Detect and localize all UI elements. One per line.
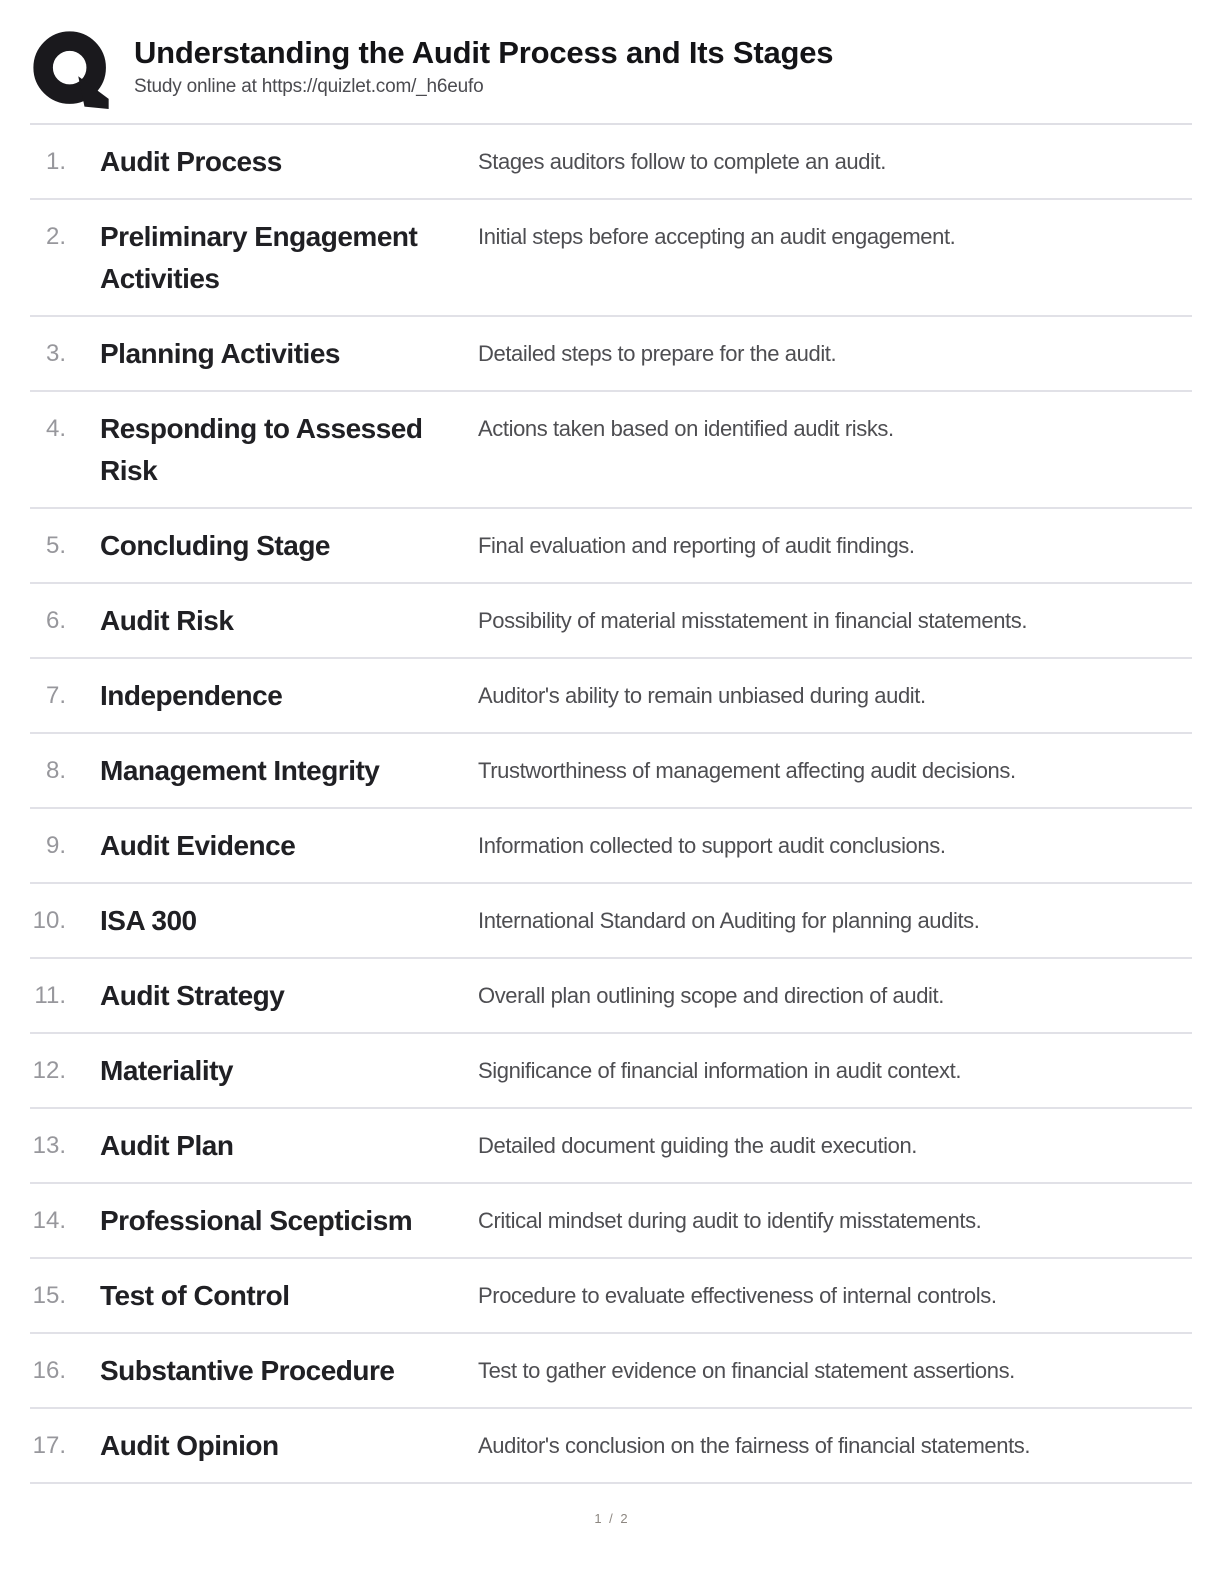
term-text: Audit Evidence xyxy=(100,830,296,861)
term-text: Management Integrity xyxy=(100,755,380,786)
term-definition: Detailed document guiding the audit execution. xyxy=(478,1133,918,1158)
term-definition: Significance of financial information in audit context. xyxy=(478,1058,962,1083)
term-number: 8. xyxy=(45,757,66,784)
term-number: 2. xyxy=(45,223,66,250)
term-number: 1. xyxy=(45,148,66,175)
term-row xyxy=(30,392,1192,509)
term-number: 12. xyxy=(32,1057,66,1084)
header-text xyxy=(134,30,833,98)
term-row xyxy=(30,1259,1192,1334)
footer xyxy=(0,1484,1224,1526)
term-text: Independence xyxy=(100,680,283,711)
term-text: Responding to Assessed Risk xyxy=(100,413,423,486)
term-row xyxy=(30,809,1192,884)
term-text: Preliminary Engagement Activities xyxy=(100,221,418,294)
term-definition: Detailed steps to prepare for the audit. xyxy=(478,341,837,366)
term-definition: Test to gather evidence on financial statement assertions. xyxy=(478,1358,1015,1383)
term-number: 6. xyxy=(45,607,66,634)
term-definition: Overall plan outlining scope and direction of audit. xyxy=(478,983,944,1008)
term-text: Audit Opinion xyxy=(100,1430,279,1461)
term-number: 3. xyxy=(45,340,66,367)
term-text: Substantive Procedure xyxy=(100,1355,395,1386)
term-row xyxy=(30,1334,1192,1409)
term-row xyxy=(30,1034,1192,1109)
quizlet-q-logo-icon xyxy=(33,30,111,110)
term-number: 4. xyxy=(45,415,66,442)
term-row xyxy=(30,200,1192,317)
term-definition: Final evaluation and reporting of audit findings. xyxy=(478,533,915,558)
term-definition: Information collected to support audit conclusions. xyxy=(478,833,946,858)
term-text: Test of Control xyxy=(100,1280,290,1311)
term-text: Materiality xyxy=(100,1055,233,1086)
term-text: ISA 300 xyxy=(100,905,197,936)
term-number: 14. xyxy=(32,1207,66,1234)
term-number: 16. xyxy=(32,1357,66,1384)
term-definition: International Standard on Auditing for planning audits. xyxy=(478,908,980,933)
page-indicator: 1 / 2 xyxy=(594,1511,630,1526)
term-row xyxy=(30,125,1192,200)
term-text: Planning Activities xyxy=(100,338,340,369)
term-text: Audit Risk xyxy=(100,605,234,636)
term-row xyxy=(30,1109,1192,1184)
term-row xyxy=(30,659,1192,734)
term-number: 5. xyxy=(45,532,66,559)
term-number: 9. xyxy=(45,832,66,859)
header xyxy=(0,0,1224,110)
term-definition: Critical mindset during audit to identify misstatements. xyxy=(478,1208,982,1233)
page-title: Understanding the Audit Process and Its Stages xyxy=(134,35,834,70)
term-row xyxy=(30,959,1192,1034)
term-definition: Auditor's ability to remain unbiased during audit. xyxy=(478,683,926,708)
term-text: Audit Process xyxy=(100,146,282,177)
term-number: 7. xyxy=(45,682,66,709)
term-number: 10. xyxy=(32,907,66,934)
term-text: Concluding Stage xyxy=(100,530,330,561)
term-definition: Auditor's conclusion on the fairness of financial statements. xyxy=(478,1433,1031,1458)
term-definition: Stages auditors follow to complete an audit. xyxy=(478,149,886,174)
term-row xyxy=(30,317,1192,392)
term-definition: Trustworthiness of management affecting audit decisions. xyxy=(478,758,1016,783)
term-definition: Initial steps before accepting an audit engagement. xyxy=(478,224,956,249)
term-row xyxy=(30,584,1192,659)
term-text: Audit Plan xyxy=(100,1130,234,1161)
term-definition: Actions taken based on identified audit risks. xyxy=(478,416,894,441)
term-definition: Possibility of material misstatement in financial statements. xyxy=(478,608,1028,633)
term-text: Audit Strategy xyxy=(100,980,285,1011)
term-row xyxy=(30,734,1192,809)
term-row xyxy=(30,884,1192,959)
term-row xyxy=(30,509,1192,584)
term-number: 17. xyxy=(32,1432,66,1459)
study-online-link[interactable]: Study online at https://quizlet.com/_h6eufo xyxy=(134,76,484,98)
term-list xyxy=(30,125,1192,1484)
term-number: 11. xyxy=(34,982,66,1009)
term-number: 13. xyxy=(32,1132,66,1159)
term-number: 15. xyxy=(32,1282,66,1309)
term-row xyxy=(30,1409,1192,1484)
term-definition: Procedure to evaluate effectiveness of internal controls. xyxy=(478,1283,997,1308)
term-row xyxy=(30,1184,1192,1259)
term-text: Professional Scepticism xyxy=(100,1205,413,1236)
